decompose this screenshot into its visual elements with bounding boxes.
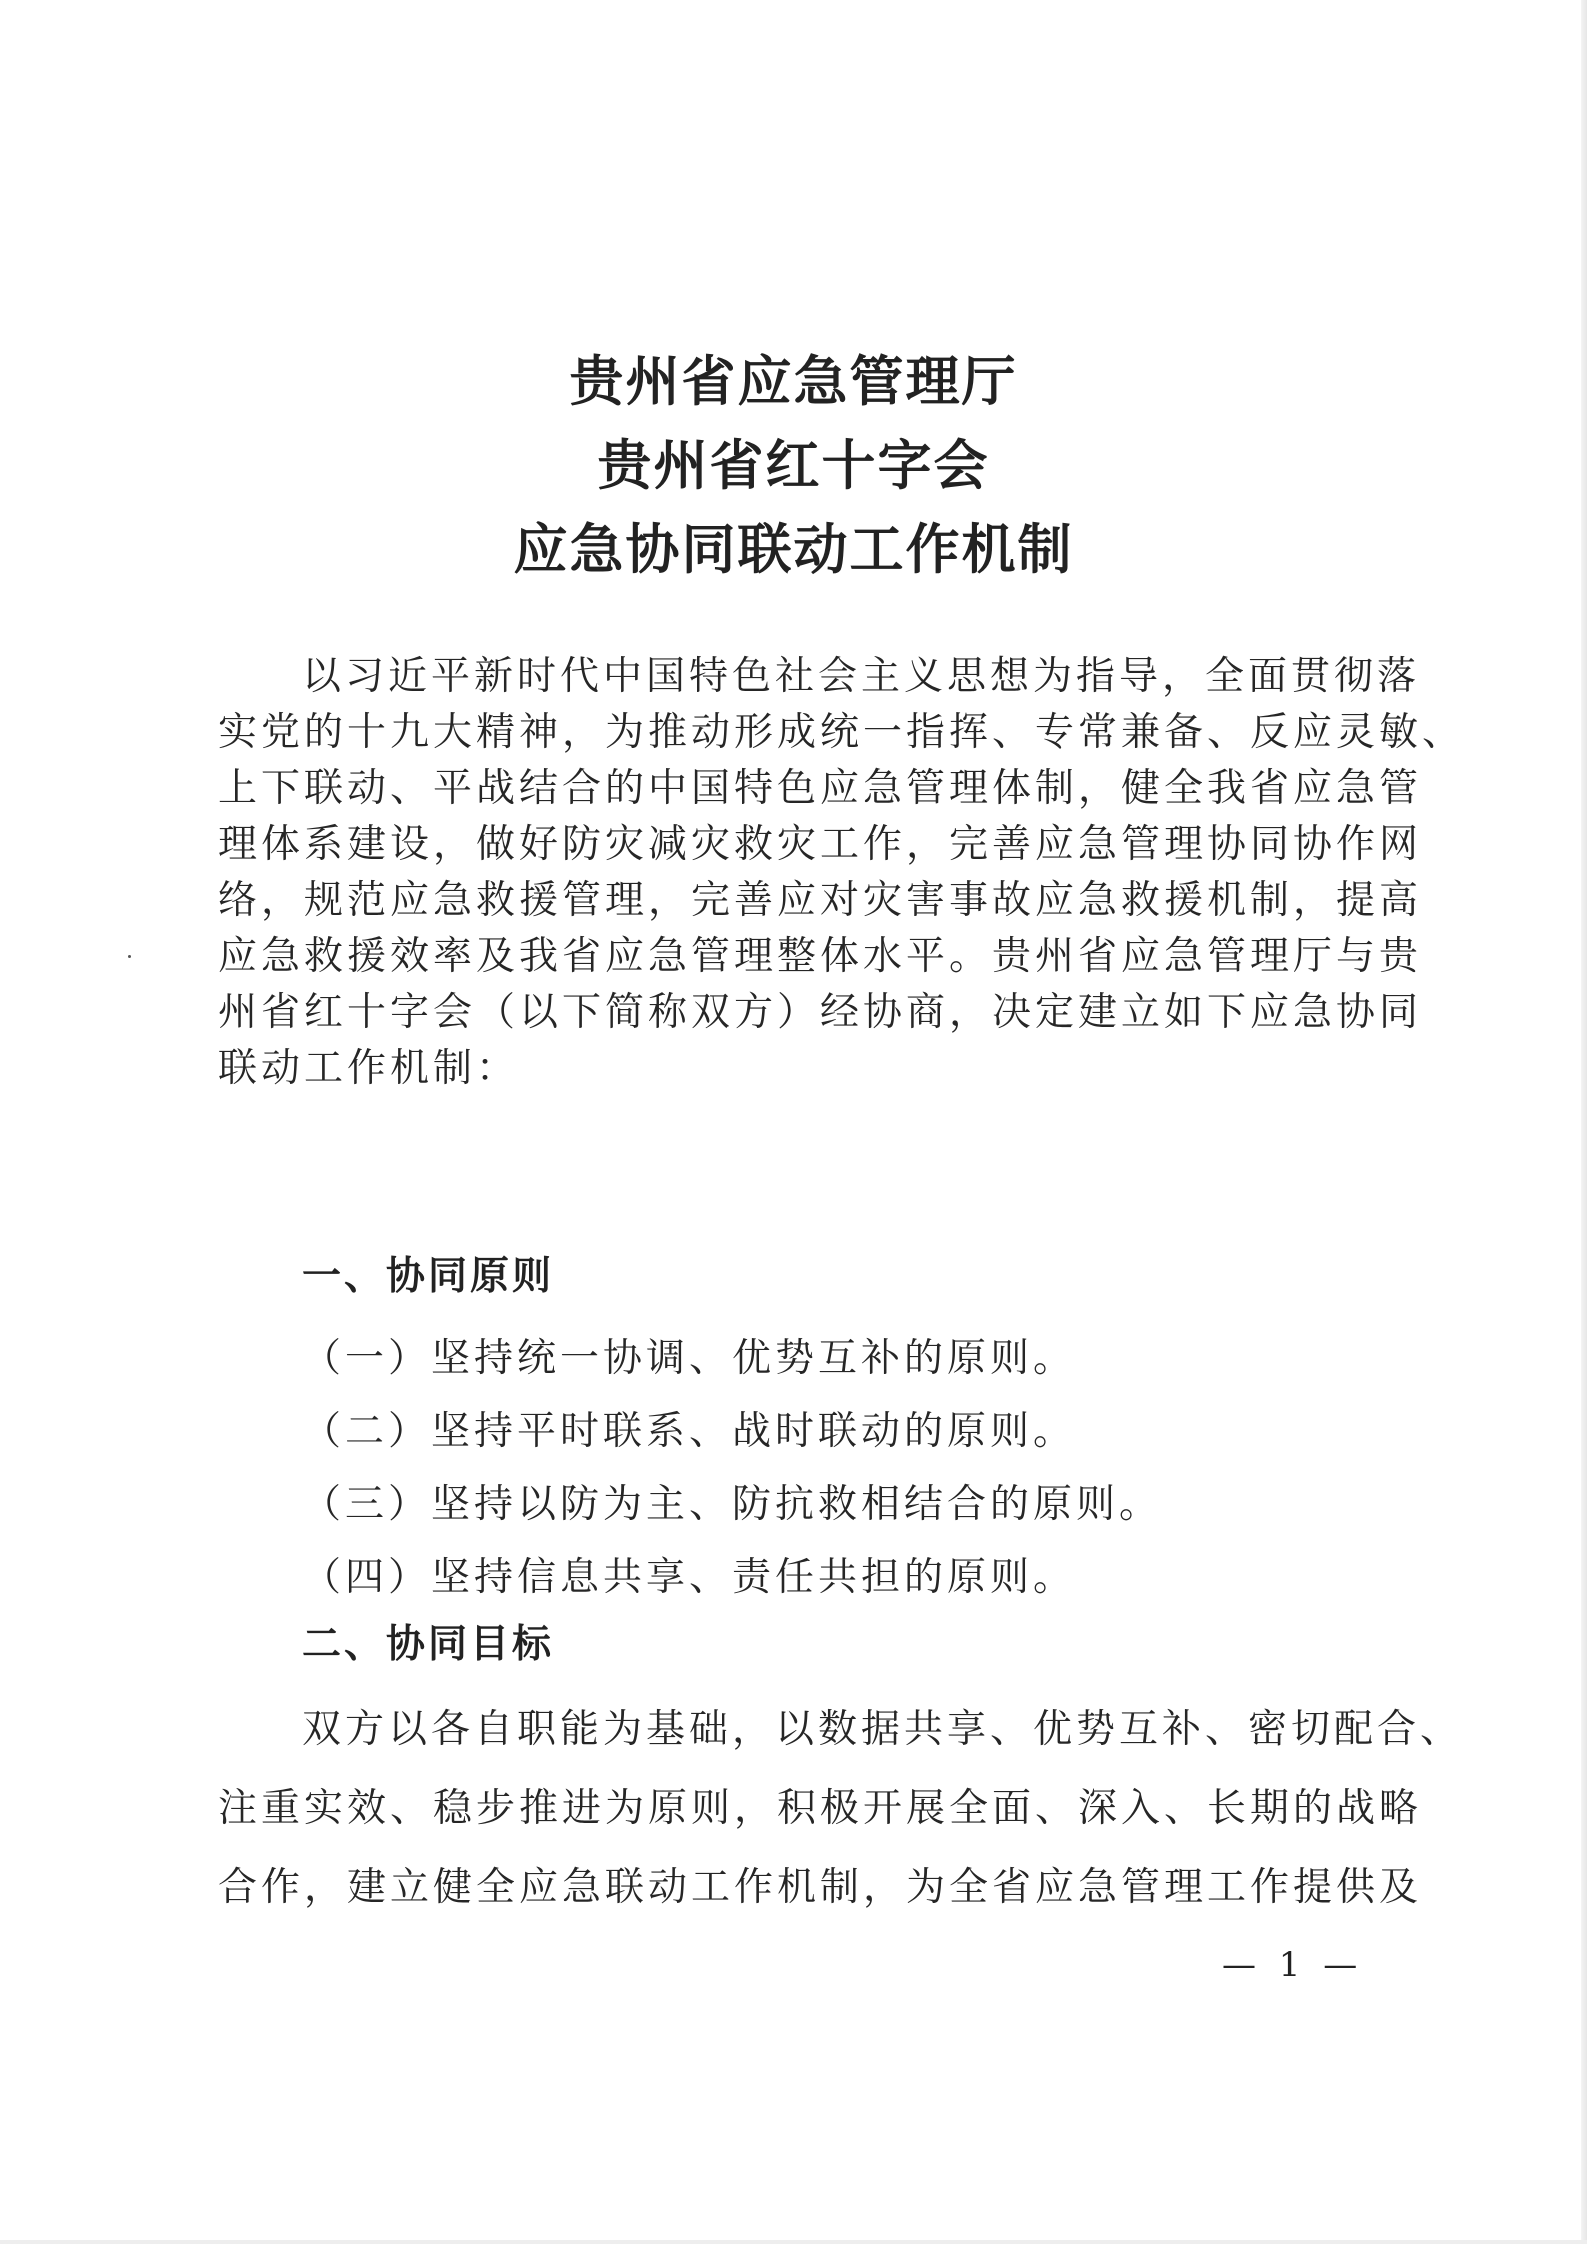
principles-list bbox=[302, 1322, 1162, 1614]
intro-line: 州省红十字会（以下简称双方）经协商，决定建立如下应急协同 bbox=[218, 990, 1423, 1035]
intro-line: 理体系建设，做好防灾减灾救灾工作，完善应急管理协同协作网 bbox=[218, 822, 1423, 867]
page-number: — 1 — bbox=[1222, 1945, 1364, 1985]
intro-line: 络，规范应急救援管理，完善应对灾害事故应急救援机制，提高 bbox=[218, 878, 1423, 923]
principle-item: （二）坚持平时联系、战时联动的原则。 bbox=[302, 1409, 1077, 1454]
title-line-2: 贵州省红十字会 bbox=[597, 434, 990, 497]
goals-paragraph bbox=[218, 1690, 1464, 1927]
section-heading-goals: 二、协同目标 bbox=[302, 1622, 555, 1667]
goals-line: 注重实效、稳步推进为原则，积极开展全面、深入、长期的战略 bbox=[218, 1786, 1423, 1831]
intro-line: 以习近平新时代中国特色社会主义思想为指导，全面贯彻落 bbox=[302, 654, 1421, 699]
title-line-3: 应急协同联动工作机制 bbox=[513, 518, 1074, 581]
principle-item: （三）坚持以防为主、防抗救相结合的原则。 bbox=[302, 1482, 1163, 1527]
document-title bbox=[0, 340, 1587, 592]
intro-paragraph bbox=[218, 645, 1466, 1093]
goals-line: 合作，建立健全应急联动工作机制，为全省应急管理工作提供及 bbox=[218, 1865, 1423, 1910]
intro-line: 联动工作机制： bbox=[218, 1046, 520, 1091]
principle-item: （四）坚持信息共享、责任共担的原则。 bbox=[302, 1555, 1077, 1600]
principle-item: （一）坚持统一协调、优势互补的原则。 bbox=[302, 1336, 1077, 1381]
intro-line: 应急救援效率及我省应急管理整体水平。贵州省应急管理厅与贵 bbox=[218, 934, 1423, 979]
section-heading-principles: 一、协同原则 bbox=[302, 1254, 555, 1299]
scan-speck bbox=[128, 955, 131, 958]
scan-edge bbox=[1581, 0, 1587, 2244]
intro-line: 上下联动、平战结合的中国特色应急管理体制，健全我省应急管 bbox=[218, 766, 1423, 811]
intro-line: 实党的十九大精神，为推动形成统一指挥、专常兼备、反应灵敏、 bbox=[218, 710, 1466, 755]
scan-bottom-edge bbox=[0, 2240, 1587, 2244]
title-line-1: 贵州省应急管理厅 bbox=[569, 350, 1018, 413]
goals-line: 双方以各自职能为基础，以数据共享、优势互补、密切配合、 bbox=[302, 1707, 1464, 1752]
